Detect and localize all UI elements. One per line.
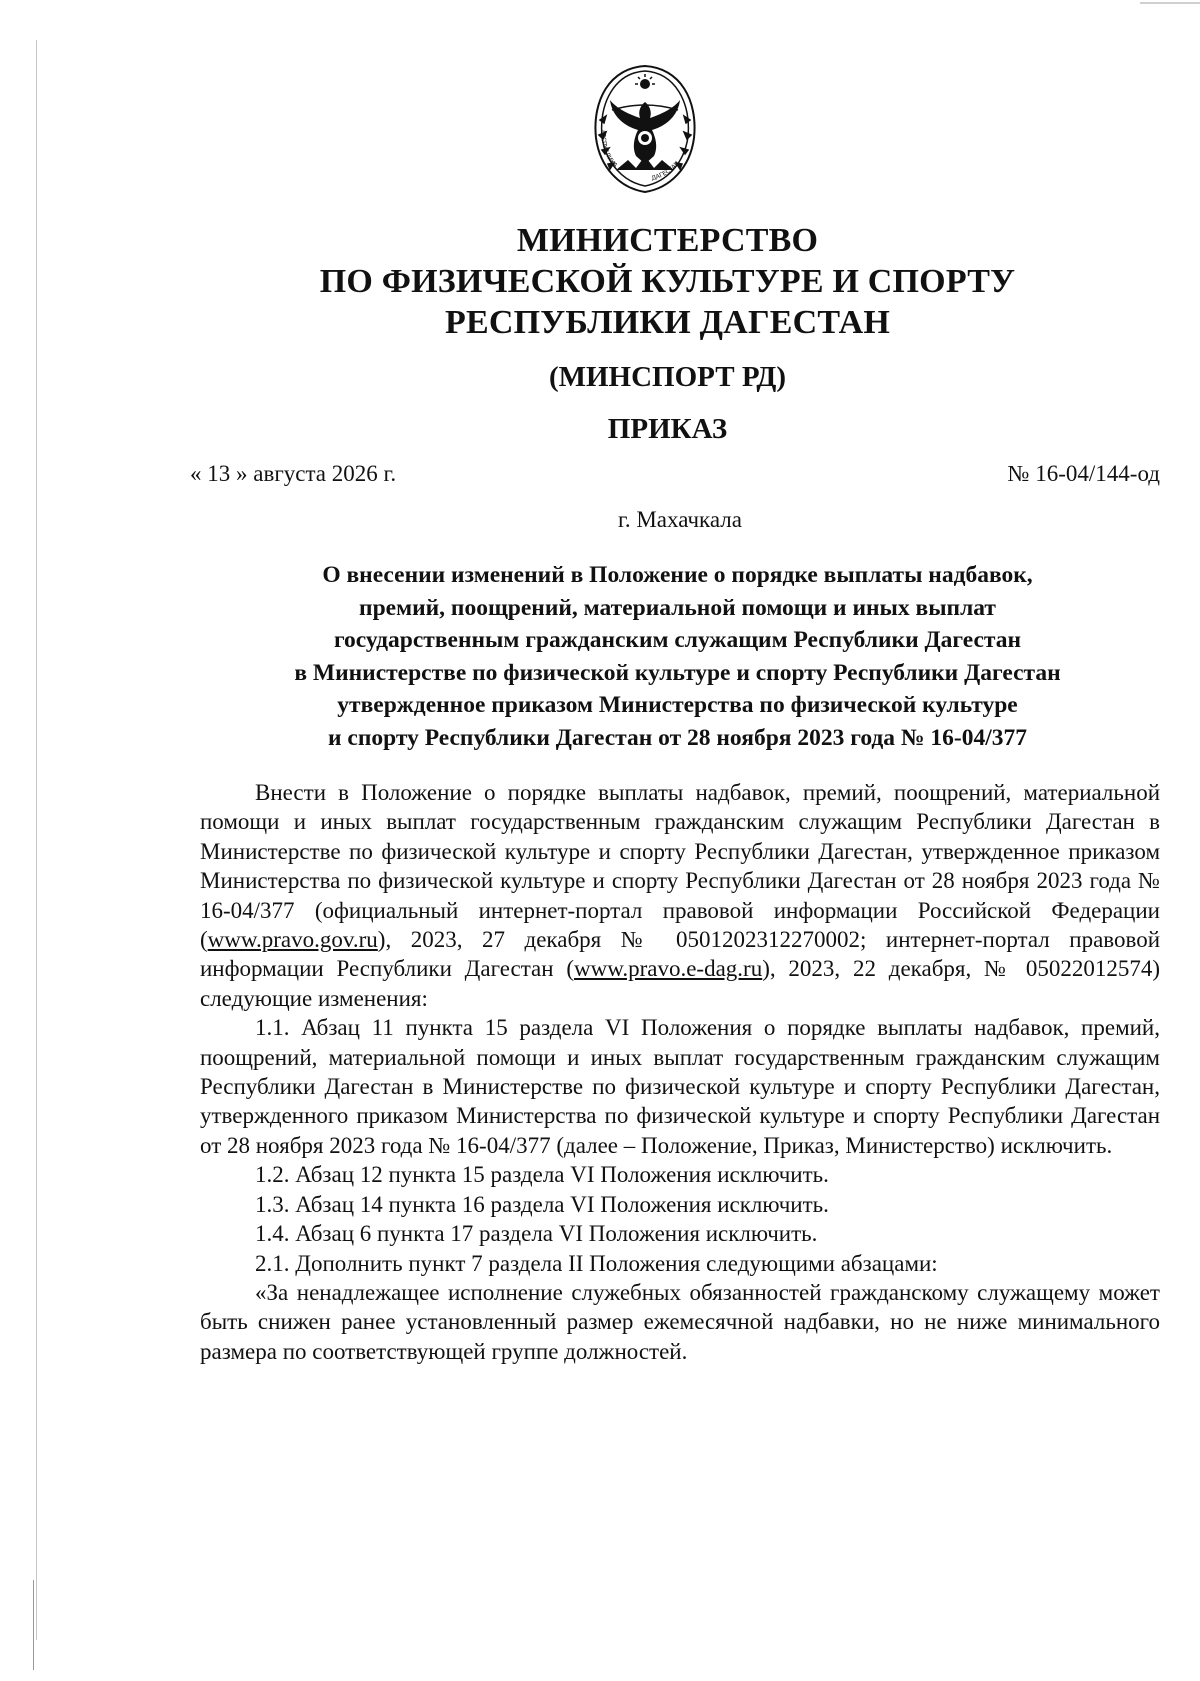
subject-line: утвержденное приказом Министерства по физической культуре (337, 692, 1018, 718)
subject-line: государственным гражданским служащим Республики Дагестан (333, 627, 1022, 653)
org-name-line-2: ПО ФИЗИЧЕСКОЙ КУЛЬТУРЕ И СПОРТУ (319, 263, 1016, 300)
list-item: 1.4. Абзац 6 пункта 17 раздела VI Положения исключить. (255, 1221, 818, 1247)
subject-line: премий, поощрений, материальной помощи и иных выплат (359, 594, 996, 621)
document-subject (195, 559, 1160, 754)
document-city: г. Махачкала (618, 507, 742, 532)
list-item: 1.1. Абзац 11 пункта 15 раздела VI Положения о порядке выплаты надбавок, премий, поощрений, материальной помощи и иных выплат государственным гражданским служащим Республики Дагестан в Министерстве по физической культуре и спорту Республики Дагестан, утвержденного приказом Министерства по физической культуре и спорту Республики Дагестан от 28 ноября 2023 года № 16-04/377 (далее – Положение, Приказ, Министерство) исключить. (200, 1015, 1160, 1158)
org-short-name: (МИНСПОРТ РД) (548, 361, 787, 393)
org-name-line-1: МИНИСТЕРСТВО (516, 222, 819, 259)
intro-text-part-3: ), 2023, 22 декабря, № 05022012574) следующие изменения: (200, 956, 1160, 1011)
intro-text-part-1: Внести в Положение о порядке выплаты надбавок, премий, поощрений, материальной помощи и иных выплат государственным гражданским служащим Республики Дагестан в Министерстве по физической культуре и спорту Республики Дагестан, утвержденное приказом Министерства по физической культуре и спорту Республики Дагестан от 28 ноября 2023 года № 16-04/377 (официальный интернет-портал правовой информации Российской Федерации ( (200, 780, 1160, 953)
svg-text:РЕСПУБЛИКА (600, 130, 620, 170)
scan-edge-line (33, 1580, 34, 1670)
list-item: 1.3. Абзац 14 пункта 16 раздела VI Положения исключить. (255, 1191, 829, 1217)
emblem-ribbon-text-left: РЕСПУБЛИКА (599, 129, 619, 170)
document-page (190, 60, 1160, 1366)
intro-text-part-2: ), 2023, 27 декабря № 0501202312270002; интернет-портал правовой информации Республики Дагестан ( (200, 927, 1160, 982)
emblem-ribbon-text-right: ДАГЕСТАН (650, 159, 681, 183)
document-header (175, 220, 1160, 447)
pravo-edag-link[interactable]: www.pravo.e-dag.ru (574, 956, 763, 982)
emblem-container (165, 60, 1125, 200)
org-name-line-3: РЕСПУБЛИКИ ДАГЕСТАН (444, 304, 890, 341)
subject-line: О внесении изменений в Положение о порядке выплаты надбавок, (322, 562, 1033, 588)
document-body (200, 778, 1160, 1366)
scan-edge-line (36, 40, 37, 1640)
list-item: 1.2. Абзац 12 пункта 15 раздела VI Положения исключить. (255, 1162, 829, 1188)
intro-paragraph (200, 778, 1160, 1013)
document-type: ПРИКАЗ (607, 413, 728, 445)
date-number-row (190, 459, 1160, 489)
document-date: « 13 » августа 2026 г. (190, 461, 397, 486)
pravo-gov-link[interactable]: www.pravo.gov.ru (207, 927, 378, 953)
list-item: 2.1. Дополнить пункт 7 раздела II Положения следующими абзацами: (255, 1250, 938, 1276)
scan-edge-line (1140, 2, 1200, 4)
list-item: «За ненадлежащее исполнение служебных обязанностей гражданскому служащему может быть снижен ранее установленный размер ежемесячной надбавки, но не ниже минимального размера по соответствующей группе должностей. (200, 1279, 1160, 1364)
dagestan-coat-of-arms-icon (580, 60, 710, 200)
subject-line: и спорту Республики Дагестан от 28 ноября 2023 года № 16-04/377 (327, 724, 1028, 751)
subject-line: в Министерстве по физической культуре и спорту Республики Дагестан (294, 659, 1061, 686)
document-number: № 16-04/144-од (1007, 461, 1160, 486)
